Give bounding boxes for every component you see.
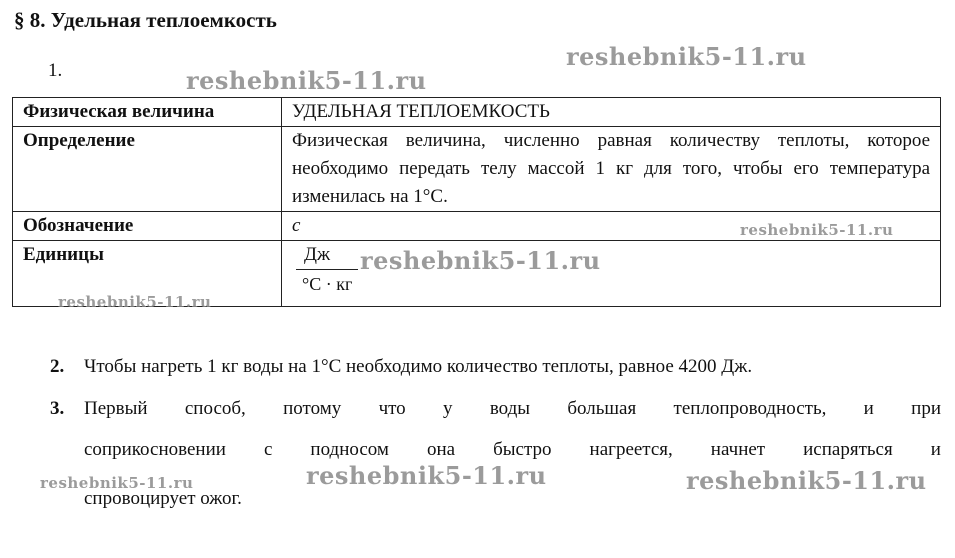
watermark-text: reshebnik5-11.ru	[686, 466, 927, 495]
fraction-numerator: Дж	[296, 241, 358, 270]
watermark-text: reshebnik5-11.ru	[306, 461, 547, 490]
watermark-text: reshebnik5-11.ru	[740, 221, 894, 239]
item-3-number: 3.	[50, 398, 65, 419]
watermark-text: reshebnik5-11.ru	[566, 42, 807, 71]
row-value-quantity: УДЕЛЬНАЯ ТЕПЛОЕМКОСТЬ	[282, 98, 941, 127]
item-3-line-2: соприкосновении с подносом она быстро нагреется, начнет испаряться и	[84, 439, 941, 460]
row-label-quantity: Физическая величина	[13, 98, 282, 127]
section-heading: § 8. Удельная теплоемкость	[14, 8, 277, 32]
watermark-text: reshebnik5-11.ru	[360, 246, 601, 275]
watermark-text: reshebnik5-11.ru	[58, 293, 212, 311]
table-row	[13, 98, 941, 127]
row-value-symbol: c	[282, 212, 941, 241]
item-3-line-1: Первый способ, потому что у воды большая теплопроводность, и при	[84, 398, 941, 419]
watermark-text: reshebnik5-11.ru	[186, 66, 427, 95]
item-2-number: 2.	[50, 356, 65, 377]
watermark-text: reshebnik5-11.ru	[40, 474, 194, 492]
row-label-units: Единицы	[13, 241, 282, 307]
fraction-denominator: °С · кг	[302, 274, 353, 294]
item-3-line-3: спровоцирует ожог.	[84, 488, 242, 509]
row-label-definition: Определение	[13, 127, 282, 212]
item-2-text: Чтобы нагреть 1 кг воды на 1°С необходимо количество теплоты, равное 4200 Дж.	[84, 356, 753, 377]
item-1-number: 1.	[48, 60, 63, 81]
row-label-symbol: Обозначение	[13, 212, 282, 241]
row-value-definition: Физическая величина, численно равная количеству теплоты, которое необходимо передать телу массой 1 кг для того, чтобы его температура изменилась на 1°С.	[282, 127, 941, 212]
units-fraction	[296, 241, 358, 296]
table-row	[13, 127, 941, 212]
definition-table	[12, 97, 941, 307]
